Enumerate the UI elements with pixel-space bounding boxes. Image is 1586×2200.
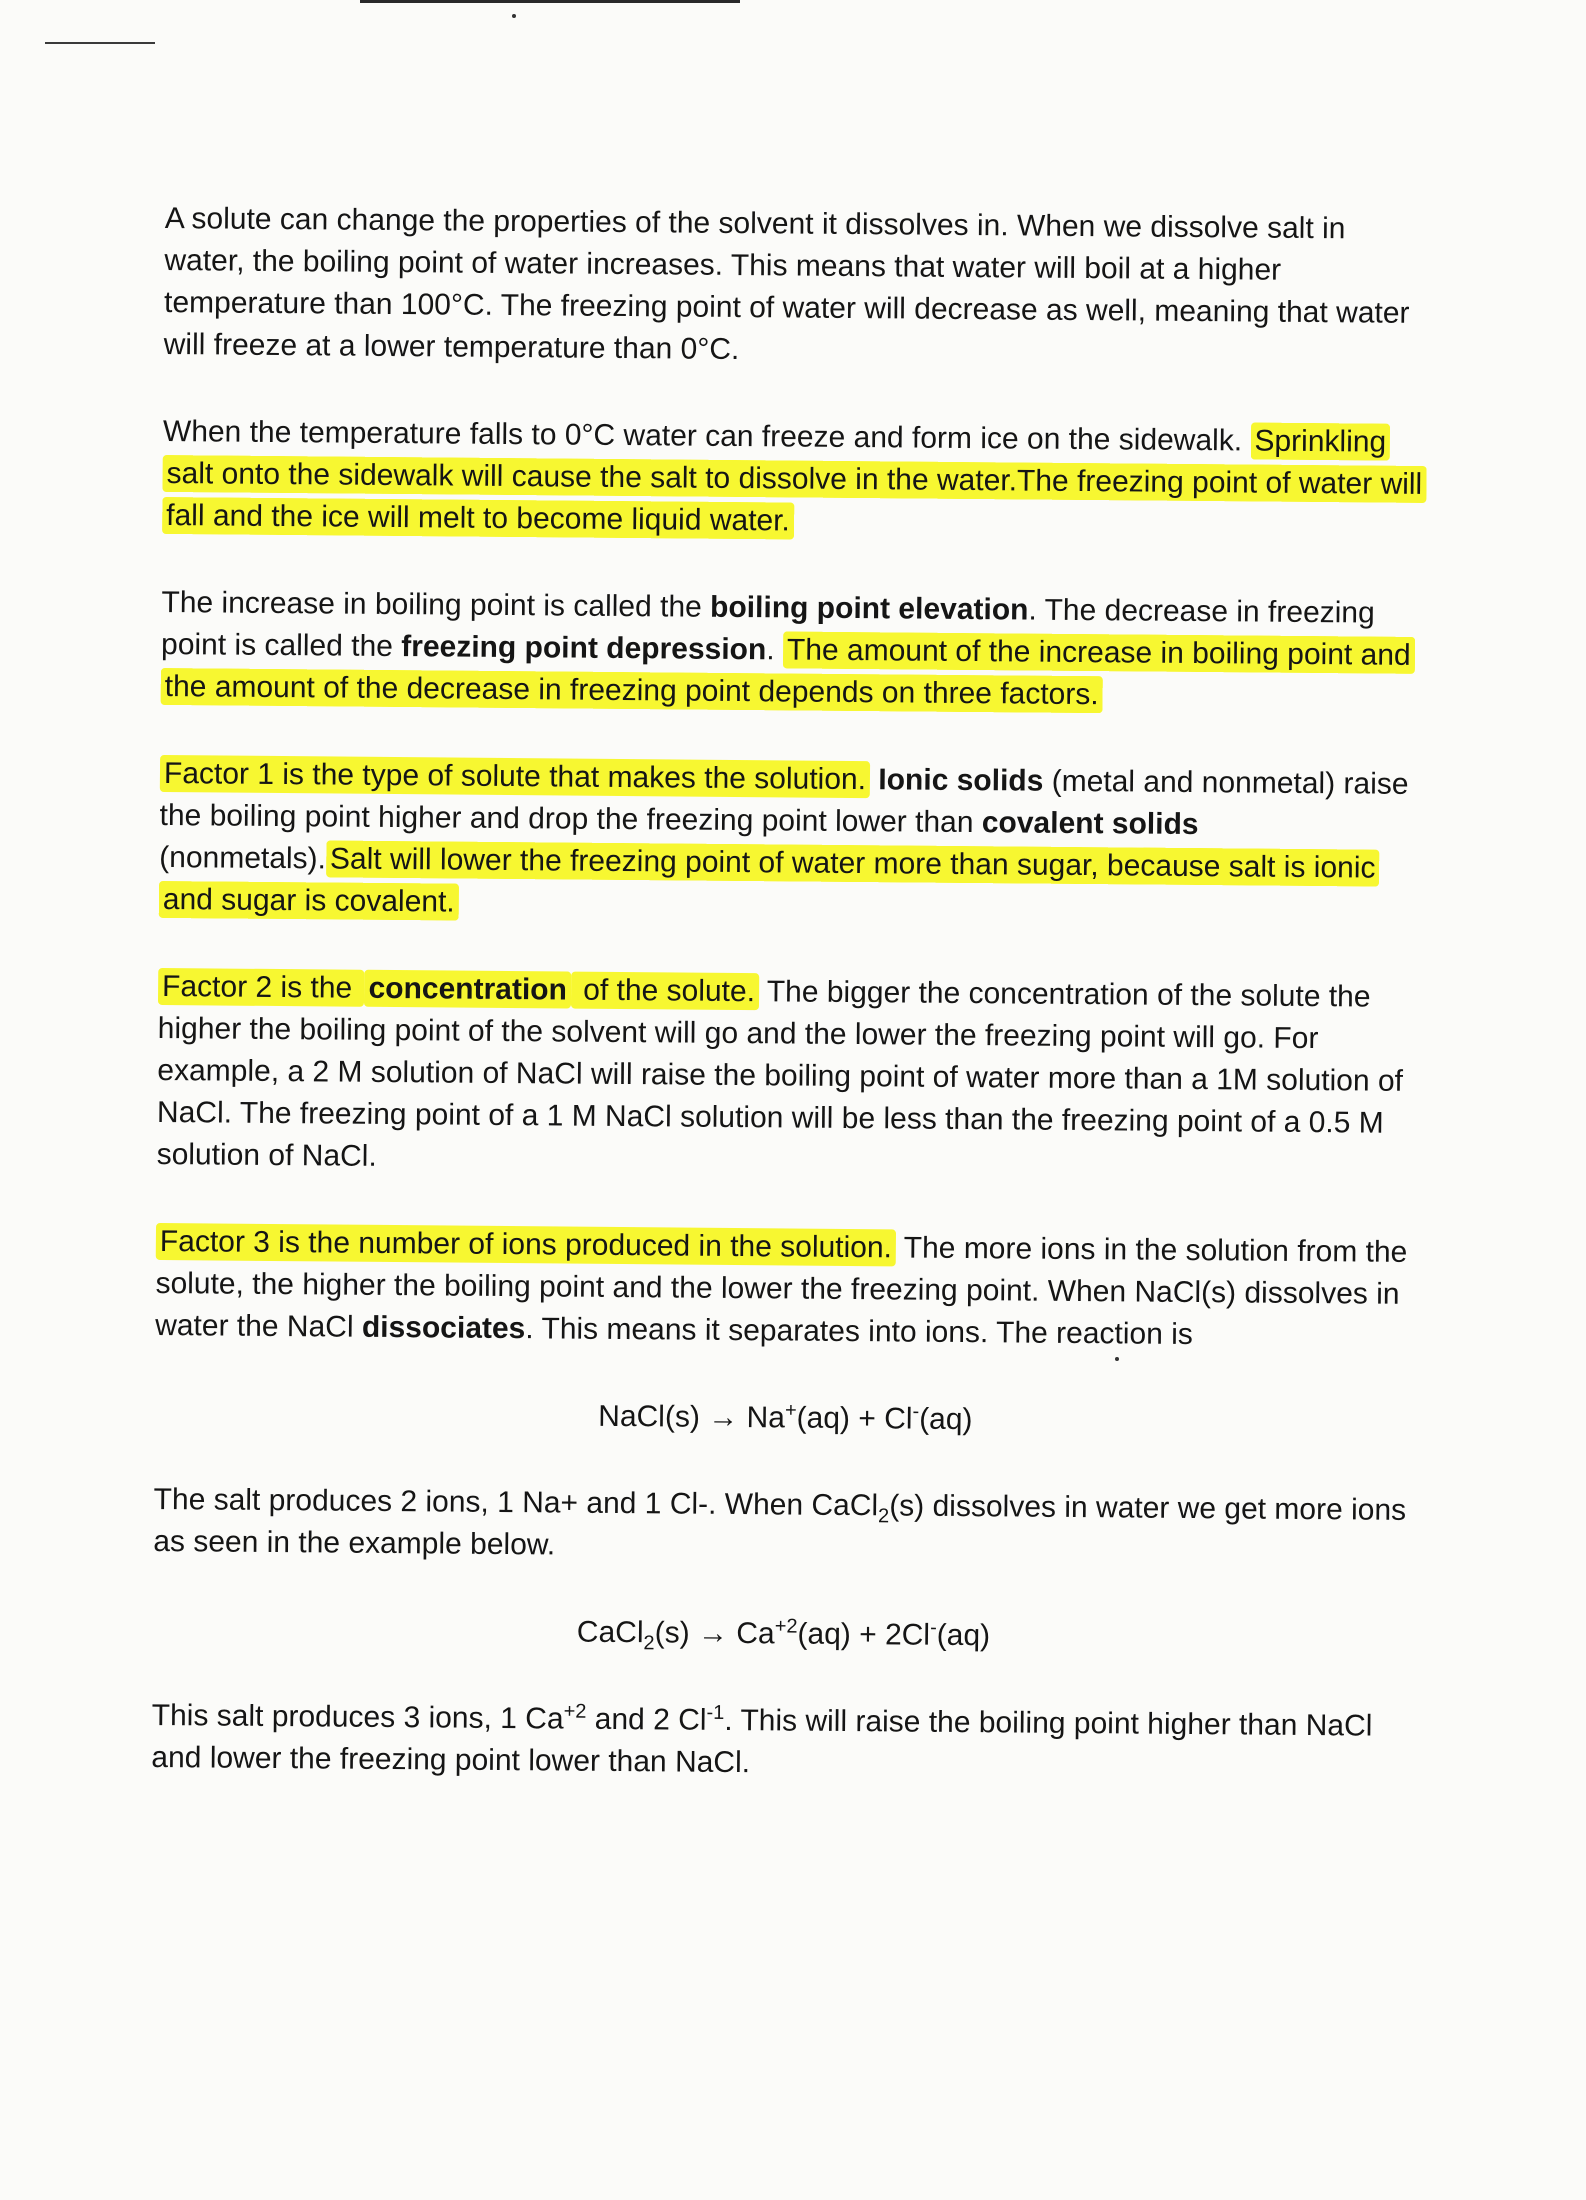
paragraph-conclusion: [151, 1695, 1414, 1790]
scan-mark: [45, 42, 155, 44]
paragraph-text: This salt produces 3 ions, 1 Ca: [151, 1698, 564, 1736]
paragraph-factor-3: [155, 1221, 1418, 1358]
equation-text: (aq): [936, 1618, 991, 1653]
term-freezing-point-depression: freezing point depression: [401, 630, 767, 667]
highlighted-text: Factor 2 is the: [158, 968, 365, 1007]
scan-speck: [512, 14, 516, 18]
highlighted-text: Salt will lower the freezing point of water more than sugar, because salt is ionic and sugar is covalent.: [159, 840, 1380, 920]
equation-text: (aq) + 2Cl: [797, 1617, 931, 1652]
equation-text: CaCl: [576, 1615, 644, 1650]
paragraph-text: . This means it separates into ions. The reaction is: [525, 1312, 1193, 1352]
equation-text: (aq) + Cl: [796, 1401, 913, 1436]
equation-cacl2: [152, 1608, 1414, 1661]
highlighted-text: Factor 1 is the type of solute that makes the solution.: [160, 755, 870, 798]
paragraph-text: The more ions in the solution from the solute, the higher the boiling point and the lower the freezing point. When NaCl(s) dissolves in water the NaCl: [155, 1231, 1408, 1344]
equation-nacl: [154, 1392, 1416, 1445]
paragraph-text: When the temperature falls to 0°C water can freeze and form ice on the sidewalk.: [162, 414, 1251, 458]
paragraph-text: . The decrease in freezing point is called the: [160, 593, 1375, 664]
charge-label: +: [784, 1399, 797, 1422]
term-concentration: concentration: [364, 970, 571, 1009]
subscript-label: 2: [877, 1505, 890, 1528]
paragraph-definitions: [161, 582, 1424, 719]
charge-label: +2: [563, 1700, 587, 1723]
term-ionic-solids: Ionic solids: [878, 763, 1044, 798]
paragraph-cacl2-intro: [153, 1479, 1416, 1574]
charge-label: -1: [706, 1701, 725, 1724]
paragraph-text: The bigger the concentration of the solute the higher the boiling point of the solvent will go and the lower the freezing point will go. For example, a 2 M solution of NaCl will raise the boiling point of water more than a 1M solution of NaCl. The freezing point of a 1 M NaCl solution will be less than the freezing point of a 0.5 M solution of NaCl.: [156, 975, 1404, 1173]
highlighted-text: Sprinkling salt onto the sidewalk will cause the salt to dissolve in the water.The freezing point of water will fall and the ice will melt to become liquid water.: [162, 422, 1426, 539]
paragraph-text: and 2 Cl: [586, 1702, 707, 1737]
paragraph-intro: [164, 198, 1427, 377]
paragraph-text: (nonmetals).: [159, 840, 327, 876]
paragraph-text: . This will raise the boiling point higher than NaCl and lower the freezing point lower than NaCl.: [151, 1703, 1373, 1780]
paragraph-text: .: [766, 633, 784, 667]
charge-label: +2: [774, 1615, 798, 1638]
equation-text: (s) → Ca: [654, 1616, 775, 1651]
equation-text: NaCl(s) → Na: [598, 1399, 786, 1435]
document-body: [151, 198, 1427, 1835]
paragraph-factor-2: [156, 966, 1420, 1187]
term-dissociates: dissociates: [361, 1310, 526, 1346]
highlighted-text: of the solute.: [571, 972, 759, 1011]
subscript-label: 2: [643, 1632, 655, 1655]
charge-label: -: [912, 1400, 920, 1423]
highlighted-text: Factor 3 is the number of ions produced in the solution.: [156, 1223, 896, 1266]
paragraph-factor-1: [159, 753, 1422, 932]
highlighted-text: The amount of the increase in boiling point and the amount of the decrease in freezing point depends on three factors.: [161, 631, 1415, 713]
equation-text: (aq): [919, 1402, 973, 1437]
paragraph-text: (metal and nonmetal) raise the boiling point higher and drop the freezing point lower than: [159, 764, 1409, 840]
paragraph-text: The salt produces 2 ions, 1 Na+ and 1 Cl-. When CaCl: [153, 1482, 879, 1523]
term-covalent-solids: covalent solids: [981, 806, 1199, 842]
paragraph-text: (s) dissolves in water we get more ions as seen in the example below.: [153, 1489, 1407, 1562]
paragraph-sidewalk: [162, 411, 1425, 548]
paragraph-text: The increase in boiling point is called the: [161, 585, 711, 624]
term-boiling-point-elevation: boiling point elevation: [709, 590, 1029, 627]
scan-edge-line: [360, 0, 740, 3]
paragraph-text: A solute can change the properties of the solvent it dissolves in. When we dissolve salt in water, the boiling point of water increases. This means that water will boil at a higher temperature than 100°C. The freezing point of water will decrease as well, meaning that water will freeze at a lower temperature than 0°C.: [163, 201, 1410, 367]
charge-label: -: [930, 1616, 937, 1639]
